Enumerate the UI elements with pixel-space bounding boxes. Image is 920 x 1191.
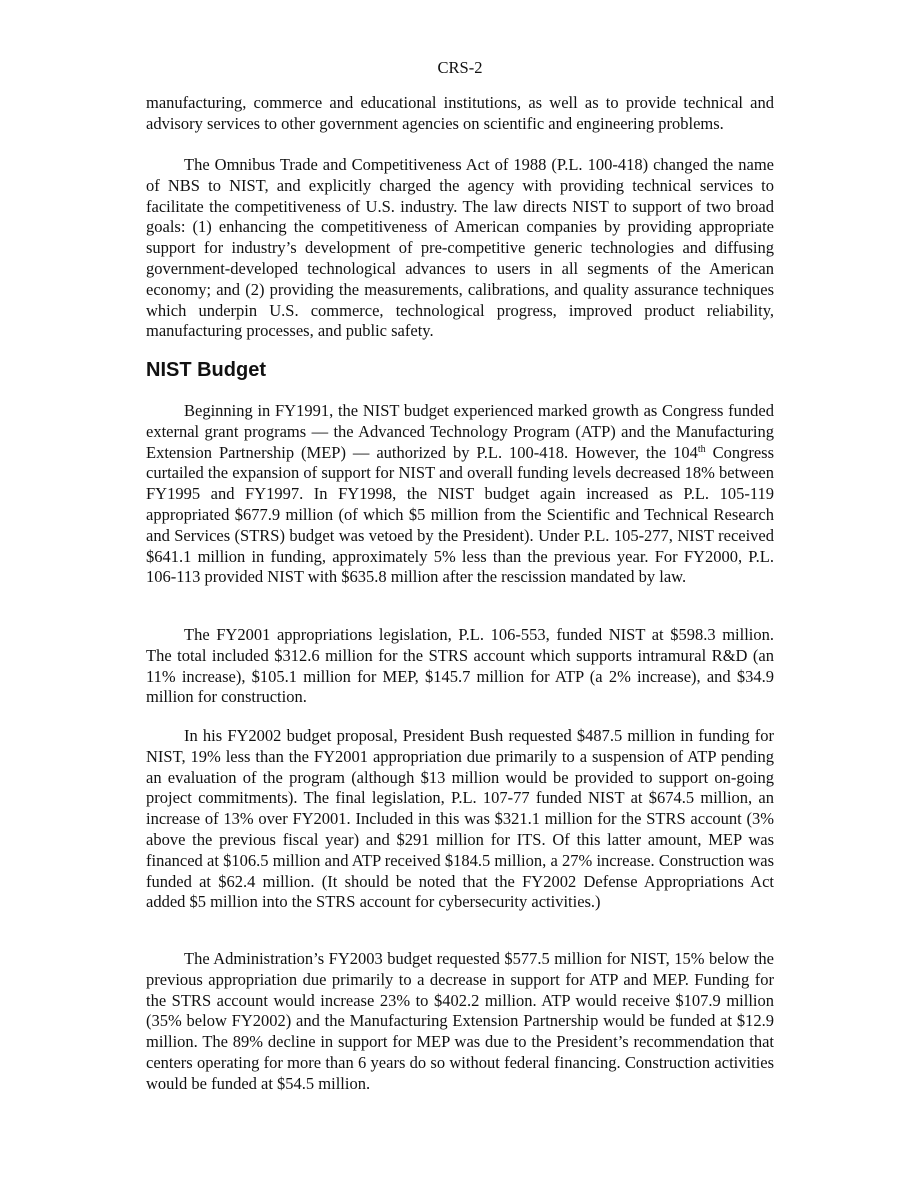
paragraph-continuation: manufacturing, commerce and educational institutions, as well as to provide technical and advisory services to other government agencies on scientific and engineering problems. xyxy=(146,93,774,133)
paragraph-budget-history-text-2: Congress curtailed the expansion of support for NIST and overall funding levels decreased 18% between FY1995 and FY1997. In FY1998, the NIST budget again increased as P.L. 105-119 appropriated $677.9 million (of which $5 million from the Scientific and Technical Research and Services (STRS) budget was vetoed by the President). Under P.L. 105-277, NIST received $641.1 million in funding, approximately 5% less than the previous year. For FY2000, P.L. 106-113 provided NIST with $635.8 million after the rescission mandated by law. xyxy=(146,442,774,587)
ordinal-superscript: th xyxy=(697,443,706,455)
paragraph-omnibus-act: The Omnibus Trade and Competitiveness Act of 1988 (P.L. 100-418) changed the name of NBS to NIST, and explicitly charged the agency with providing technical services to facilitate the competitiveness of U.S. industry. The law directs NIST to support of two broad goals: (1) enhancing the competitiveness of American companies by providing appropriate support for industry’s development of pre-competitive generic technologies and diffusing government-developed technological advances to users in all segments of the American economy; and (2) providing the measurements, calibrations, and quality assurance techniques which underpin U.S. commerce, technological progress, improved product reliability, manufacturing processes, and public safety. xyxy=(146,155,774,341)
page-number-header: CRS-2 xyxy=(437,58,483,77)
paragraph-fy2002: In his FY2002 budget proposal, President Bush requested $487.5 million in funding for NIST, 19% less than the FY2001 appropriation due primarily to a suspension of ATP pending an evaluation of the program (although $13 million would be provided to support on-going project commitments). The final legislation, P.L. 107-77 funded NIST at $674.5 million, an increase of 13% over FY2001. Included in this was $321.1 million for the STRS account (3% above the previous fiscal year) and $291 million for ITS. Of this latter amount, MEP was financed at $106.5 million and ATP received $184.5 million, a 27% increase. Construction was funded at $62.4 million. (It should be noted that the FY2002 Defense Appropriations Act added $5 million into the STRS account for cybersecurity activities.) xyxy=(146,726,774,912)
section-heading-nist-budget: NIST Budget xyxy=(146,359,266,381)
paragraph-budget-history-text-1: Beginning in FY1991, the NIST budget experienced marked growth as Congress funded external grant programs — the Advanced Technology Program (ATP) and the Manufacturing Extension Partnership (MEP) — authorized by P.L. 100-418. However, the 104 xyxy=(146,401,774,462)
paragraph-fy2001: The FY2001 appropriations legislation, P.L. 106-553, funded NIST at $598.3 million. The total included $312.6 million for the STRS account which supports intramural R&D (an 11% increase), $105.1 million for MEP, $145.7 million for ATP (a 2% increase), and $34.9 million for construction. xyxy=(146,625,774,707)
paragraph-fy2003: The Administration’s FY2003 budget requested $577.5 million for NIST, 15% below the previous appropriation due primarily to a decrease in support for ATP and MEP. Funding for the STRS account would increase 23% to $402.2 million. ATP would receive $107.9 million (35% below FY2002) and the Manufacturing Extension Partnership would be funded at $12.9 million. The 89% decline in support for MEP was due to the President’s recommendation that centers operating for more than 6 years do so without federal financing. Construction activities would be funded at $54.5 million. xyxy=(146,949,774,1093)
paragraph-budget-history xyxy=(146,401,774,588)
